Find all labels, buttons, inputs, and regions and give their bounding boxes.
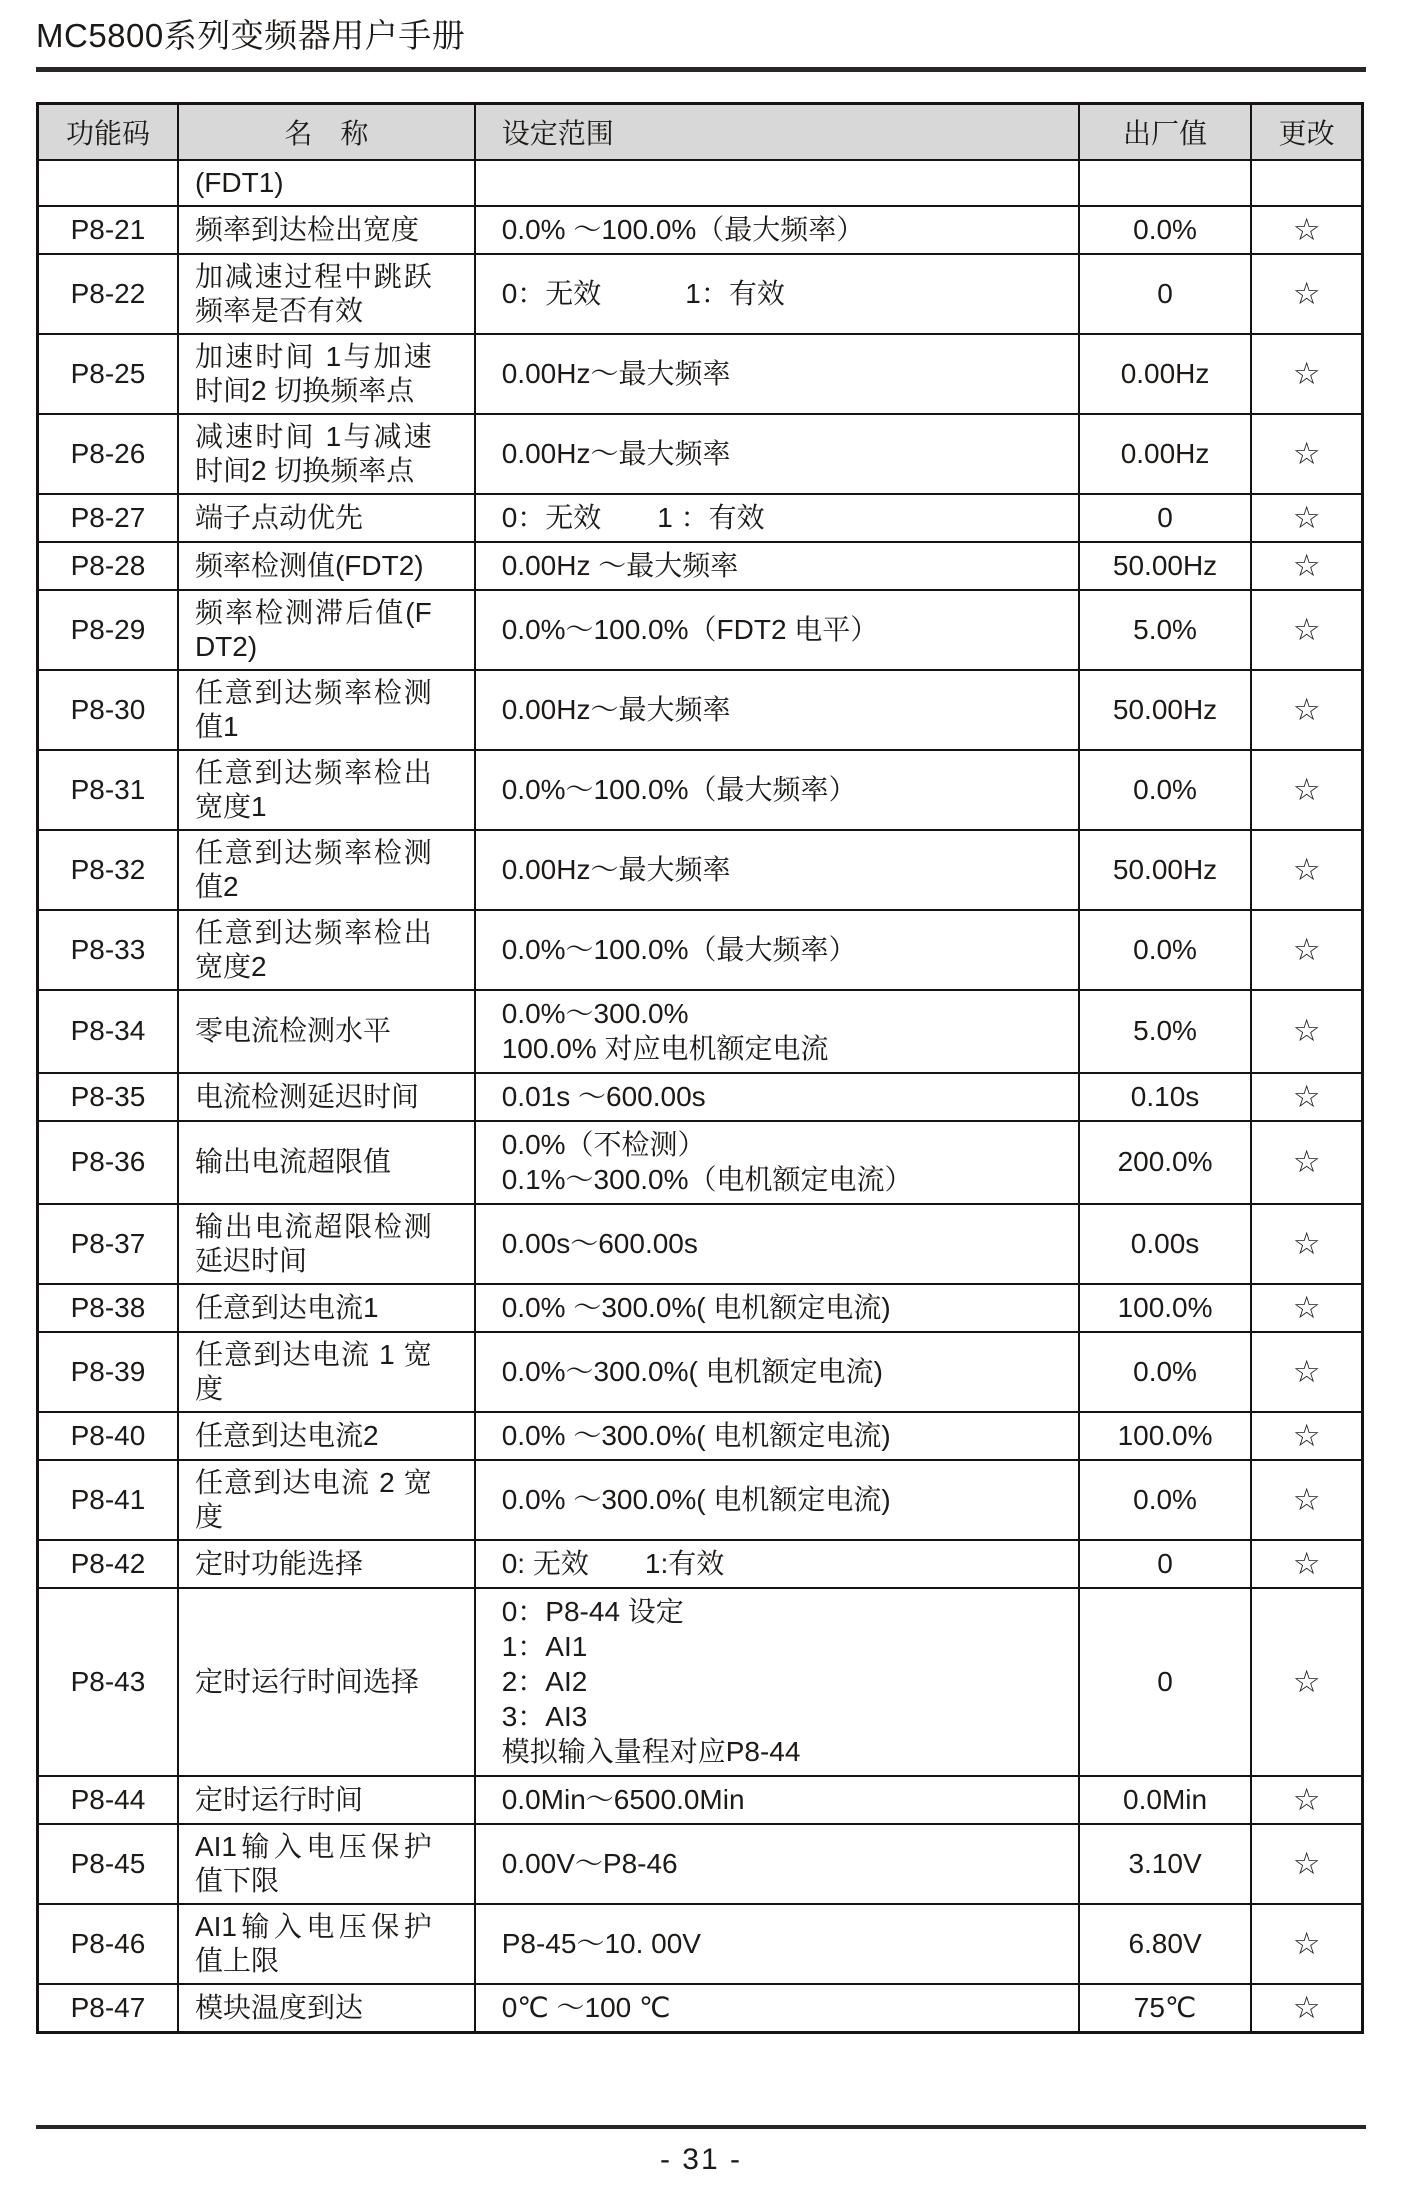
table-header-row [38,104,1363,160]
table-row [38,830,1363,910]
table-row [38,910,1363,990]
setting-range-line: 0: 无效 1:有效 [501,1547,725,1579]
setting-range-line: 0.0%～100.0%（FDT2 电平） [501,613,879,645]
cell-function-code: P8-33 [38,910,178,990]
setting-range-line: 0：P8-44 设定 [501,1595,684,1627]
header-change: 更改 [1251,104,1362,160]
setting-range-line: 0.0%～300.0% [501,997,689,1029]
setting-range-line: 0.00s～600.00s [501,1227,698,1259]
cell-factory-value: 0.0% [1079,910,1251,990]
setting-range-line: 100.0% 对应电机额定电流 [501,1032,829,1064]
setting-range-line: 0.0% ～100.0%（最大频率） [501,213,865,245]
cell-change-star: ☆ [1251,1984,1362,2033]
setting-range-line: 0：无效 1 ：有效 [501,501,765,533]
cell-change-star: ☆ [1251,254,1362,334]
cell-factory-value: 75℃ [1079,1984,1251,2033]
cell-name: 任意到达频率检测值2 [178,830,475,910]
cell-setting-range [475,1073,1079,1121]
cell-name: AI1输入电压保护值下限 [178,1824,475,1904]
header-function-code: 功能码 [38,104,178,160]
table-row [38,206,1363,254]
cell-name: 端子点动优先 [178,494,475,542]
cell-change-star: ☆ [1251,670,1362,750]
cell-function-code: P8-31 [38,750,178,830]
cell-name: 任意到达电流 1 宽度 [178,1332,475,1412]
setting-range-line: 0.00Hz～最大频率 [501,357,731,389]
setting-range-line: 0.0% ～300.0%( 电机额定电流) [501,1419,891,1451]
cell-factory-value: 6.80V [1079,1904,1251,1984]
cell-name: 电流检测延迟时间 [178,1073,475,1121]
cell-function-code: P8-34 [38,990,178,1073]
cell-function-code: P8-45 [38,1824,178,1904]
cell-setting-range [475,1824,1079,1904]
cell-setting-range [475,1284,1079,1332]
doc-footer [36,2125,1366,2185]
cell-factory-value: 100.0% [1079,1412,1251,1460]
setting-range-line: 0.0Min～6500.0Min [501,1783,745,1815]
cell-factory-value: 50.00Hz [1079,542,1251,590]
table-row [38,1204,1363,1284]
cell-function-code: P8-28 [38,542,178,590]
cell-factory-value: 0.0% [1079,206,1251,254]
cell-factory-value: 50.00Hz [1079,670,1251,750]
cell-change-star: ☆ [1251,1073,1362,1121]
header-name: 名 称 [178,104,475,160]
cell-setting-range [475,160,1079,206]
setting-range-line: 0.0%～100.0%（最大频率） [501,933,857,965]
cell-name: 零电流检测水平 [178,990,475,1073]
cell-name: (FDT1) [178,160,475,206]
cell-function-code: P8-25 [38,334,178,414]
cell-setting-range [475,1776,1079,1824]
cell-name: 频率检测值(FDT2) [178,542,475,590]
table-row [38,1332,1363,1412]
cell-name: 定时运行时间选择 [178,1588,475,1776]
setting-range-line: 模拟输入量程对应P8-44 [501,1735,801,1767]
cell-setting-range [475,334,1079,414]
doc-header [36,10,1366,72]
cell-setting-range [475,1204,1079,1284]
table-row [38,542,1363,590]
cell-function-code: P8-46 [38,1904,178,1984]
cell-function-code: P8-37 [38,1204,178,1284]
cell-factory-value: 50.00Hz [1079,830,1251,910]
cell-setting-range [475,1984,1079,2033]
setting-range-line: 0.01s ～600.00s [501,1080,706,1112]
cell-name: 输出电流超限检测延迟时间 [178,1204,475,1284]
cell-factory-value: 0 [1079,494,1251,542]
cell-change-star: ☆ [1251,830,1362,910]
cell-function-code: P8-26 [38,414,178,494]
cell-setting-range [475,1588,1079,1776]
cell-setting-range [475,990,1079,1073]
cell-change-star: ☆ [1251,1904,1362,1984]
cell-factory-value: 3.10V [1079,1824,1251,1904]
table-row [38,590,1363,670]
cell-setting-range [475,1904,1079,1984]
cell-function-code: P8-36 [38,1121,178,1204]
setting-range-line: 0.00Hz～最大频率 [501,853,731,885]
setting-range-line: 0.00V～P8-46 [501,1847,678,1879]
cell-function-code: P8-38 [38,1284,178,1332]
setting-range-line: 0：无效 1：有效 [501,277,785,309]
cell-change-star [1251,160,1362,206]
doc-title: MC5800系列变频器用户手册 [36,17,466,54]
table-row [38,1984,1363,2033]
table-row [38,254,1363,334]
cell-setting-range [475,542,1079,590]
cell-factory-value: 0 [1079,1540,1251,1588]
table-row [38,334,1363,414]
setting-range-line: 1：AI1 [501,1630,588,1662]
cell-factory-value: 5.0% [1079,590,1251,670]
cell-factory-value [1079,160,1251,206]
cell-change-star: ☆ [1251,494,1362,542]
cell-function-code: P8-42 [38,1540,178,1588]
cell-change-star: ☆ [1251,1460,1362,1540]
cell-change-star: ☆ [1251,542,1362,590]
table-row [38,1588,1363,1776]
cell-change-star: ☆ [1251,1540,1362,1588]
parameter-table [36,102,1364,2034]
cell-setting-range [475,750,1079,830]
cell-function-code: P8-43 [38,1588,178,1776]
cell-name: 定时功能选择 [178,1540,475,1588]
cell-change-star: ☆ [1251,334,1362,414]
table-row [38,1904,1363,1984]
setting-range-line: 0.0%～100.0%（最大频率） [501,773,857,805]
cell-setting-range [475,1412,1079,1460]
setting-range-line: 0.0%（不检测） [501,1128,706,1160]
cell-function-code: P8-40 [38,1412,178,1460]
setting-range-line: 0.1%～300.0%（电机额定电流） [501,1163,913,1195]
cell-setting-range [475,494,1079,542]
cell-function-code [38,160,178,206]
cell-setting-range [475,206,1079,254]
cell-name: AI1输入电压保护值上限 [178,1904,475,1984]
cell-name: 频率到达检出宽度 [178,206,475,254]
cell-factory-value: 0.00Hz [1079,414,1251,494]
cell-name: 减速时间 1与减速时间2 切换频率点 [178,414,475,494]
cell-name: 任意到达电流1 [178,1284,475,1332]
cell-function-code: P8-27 [38,494,178,542]
cell-function-code: P8-32 [38,830,178,910]
setting-range-line: 3：AI3 [501,1700,588,1732]
cell-change-star: ☆ [1251,1824,1362,1904]
cell-name: 加减速过程中跳跃频率是否有效 [178,254,475,334]
table-row [38,1824,1363,1904]
setting-range-line: 0.0% ～300.0%( 电机额定电流) [501,1291,891,1323]
setting-range-line: 0.00Hz～最大频率 [501,437,731,469]
cell-setting-range [475,1540,1079,1588]
cell-name: 任意到达电流2 [178,1412,475,1460]
table-row [38,1284,1363,1332]
cell-function-code: P8-35 [38,1073,178,1121]
cell-function-code: P8-39 [38,1332,178,1412]
cell-factory-value: 0 [1079,1588,1251,1776]
cell-setting-range [475,670,1079,750]
setting-range-line: 0.00Hz～最大频率 [501,693,731,725]
cell-factory-value: 0.00Hz [1079,334,1251,414]
cell-function-code: P8-41 [38,1460,178,1540]
table-row [38,1776,1363,1824]
cell-name: 模块温度到达 [178,1984,475,2033]
cell-name: 加速时间 1与加速时间2 切换频率点 [178,334,475,414]
setting-range-line: P8-45～10. 00V [501,1927,701,1959]
cell-setting-range [475,910,1079,990]
table-row [38,1540,1363,1588]
cell-function-code: P8-47 [38,1984,178,2033]
table-row [38,1073,1363,1121]
table-row [38,414,1363,494]
cell-setting-range [475,254,1079,334]
cell-factory-value: 0.10s [1079,1073,1251,1121]
cell-name: 任意到达频率检测值1 [178,670,475,750]
table-row [38,1121,1363,1204]
setting-range-line: 0℃ ～100 ℃ [501,1991,671,2023]
cell-name: 任意到达频率检出宽度1 [178,750,475,830]
cell-factory-value: 100.0% [1079,1284,1251,1332]
cell-setting-range [475,1121,1079,1204]
cell-setting-range [475,1332,1079,1412]
cell-factory-value: 0.0% [1079,1460,1251,1540]
cell-change-star: ☆ [1251,1588,1362,1776]
cell-setting-range [475,414,1079,494]
cell-factory-value: 5.0% [1079,990,1251,1073]
setting-range-line: 2：AI2 [501,1665,588,1697]
table-row [38,494,1363,542]
cell-name: 任意到达频率检出宽度2 [178,910,475,990]
cell-change-star: ☆ [1251,414,1362,494]
cell-factory-value: 0.0% [1079,750,1251,830]
cell-function-code: P8-21 [38,206,178,254]
cell-factory-value: 0.0Min [1079,1776,1251,1824]
cell-name: 任意到达电流 2 宽度 [178,1460,475,1540]
cell-setting-range [475,1460,1079,1540]
cell-change-star: ☆ [1251,1204,1362,1284]
cell-setting-range [475,590,1079,670]
table-row [38,1412,1363,1460]
cell-name: 频率检测滞后值(FDT2) [178,590,475,670]
cell-change-star: ☆ [1251,750,1362,830]
page-number: - 31 - [659,2143,743,2176]
cell-factory-value: 0.0% [1079,1332,1251,1412]
table-row [38,160,1363,206]
cell-change-star: ☆ [1251,1121,1362,1204]
cell-setting-range [475,830,1079,910]
cell-change-star: ☆ [1251,1284,1362,1332]
cell-change-star: ☆ [1251,590,1362,670]
setting-range-line: 0.0%～300.0%( 电机额定电流) [501,1355,883,1387]
table-row [38,990,1363,1073]
table-row [38,1460,1363,1540]
cell-factory-value: 0 [1079,254,1251,334]
cell-change-star: ☆ [1251,1412,1362,1460]
cell-name: 输出电流超限值 [178,1121,475,1204]
cell-function-code: P8-29 [38,590,178,670]
cell-name: 定时运行时间 [178,1776,475,1824]
cell-factory-value: 0.00s [1079,1204,1251,1284]
setting-range-line: 0.0% ～300.0%( 电机额定电流) [501,1483,891,1515]
cell-change-star: ☆ [1251,1776,1362,1824]
setting-range-line: 0.00Hz ～最大频率 [501,549,739,581]
cell-function-code: P8-22 [38,254,178,334]
table-row [38,750,1363,830]
cell-change-star: ☆ [1251,206,1362,254]
cell-change-star: ☆ [1251,910,1362,990]
header-factory-value: 出厂值 [1079,104,1251,160]
header-setting-range: 设定范围 [475,104,1079,160]
cell-function-code: P8-44 [38,1776,178,1824]
cell-factory-value: 200.0% [1079,1121,1251,1204]
cell-change-star: ☆ [1251,1332,1362,1412]
cell-function-code: P8-30 [38,670,178,750]
cell-change-star: ☆ [1251,990,1362,1073]
table-row [38,670,1363,750]
